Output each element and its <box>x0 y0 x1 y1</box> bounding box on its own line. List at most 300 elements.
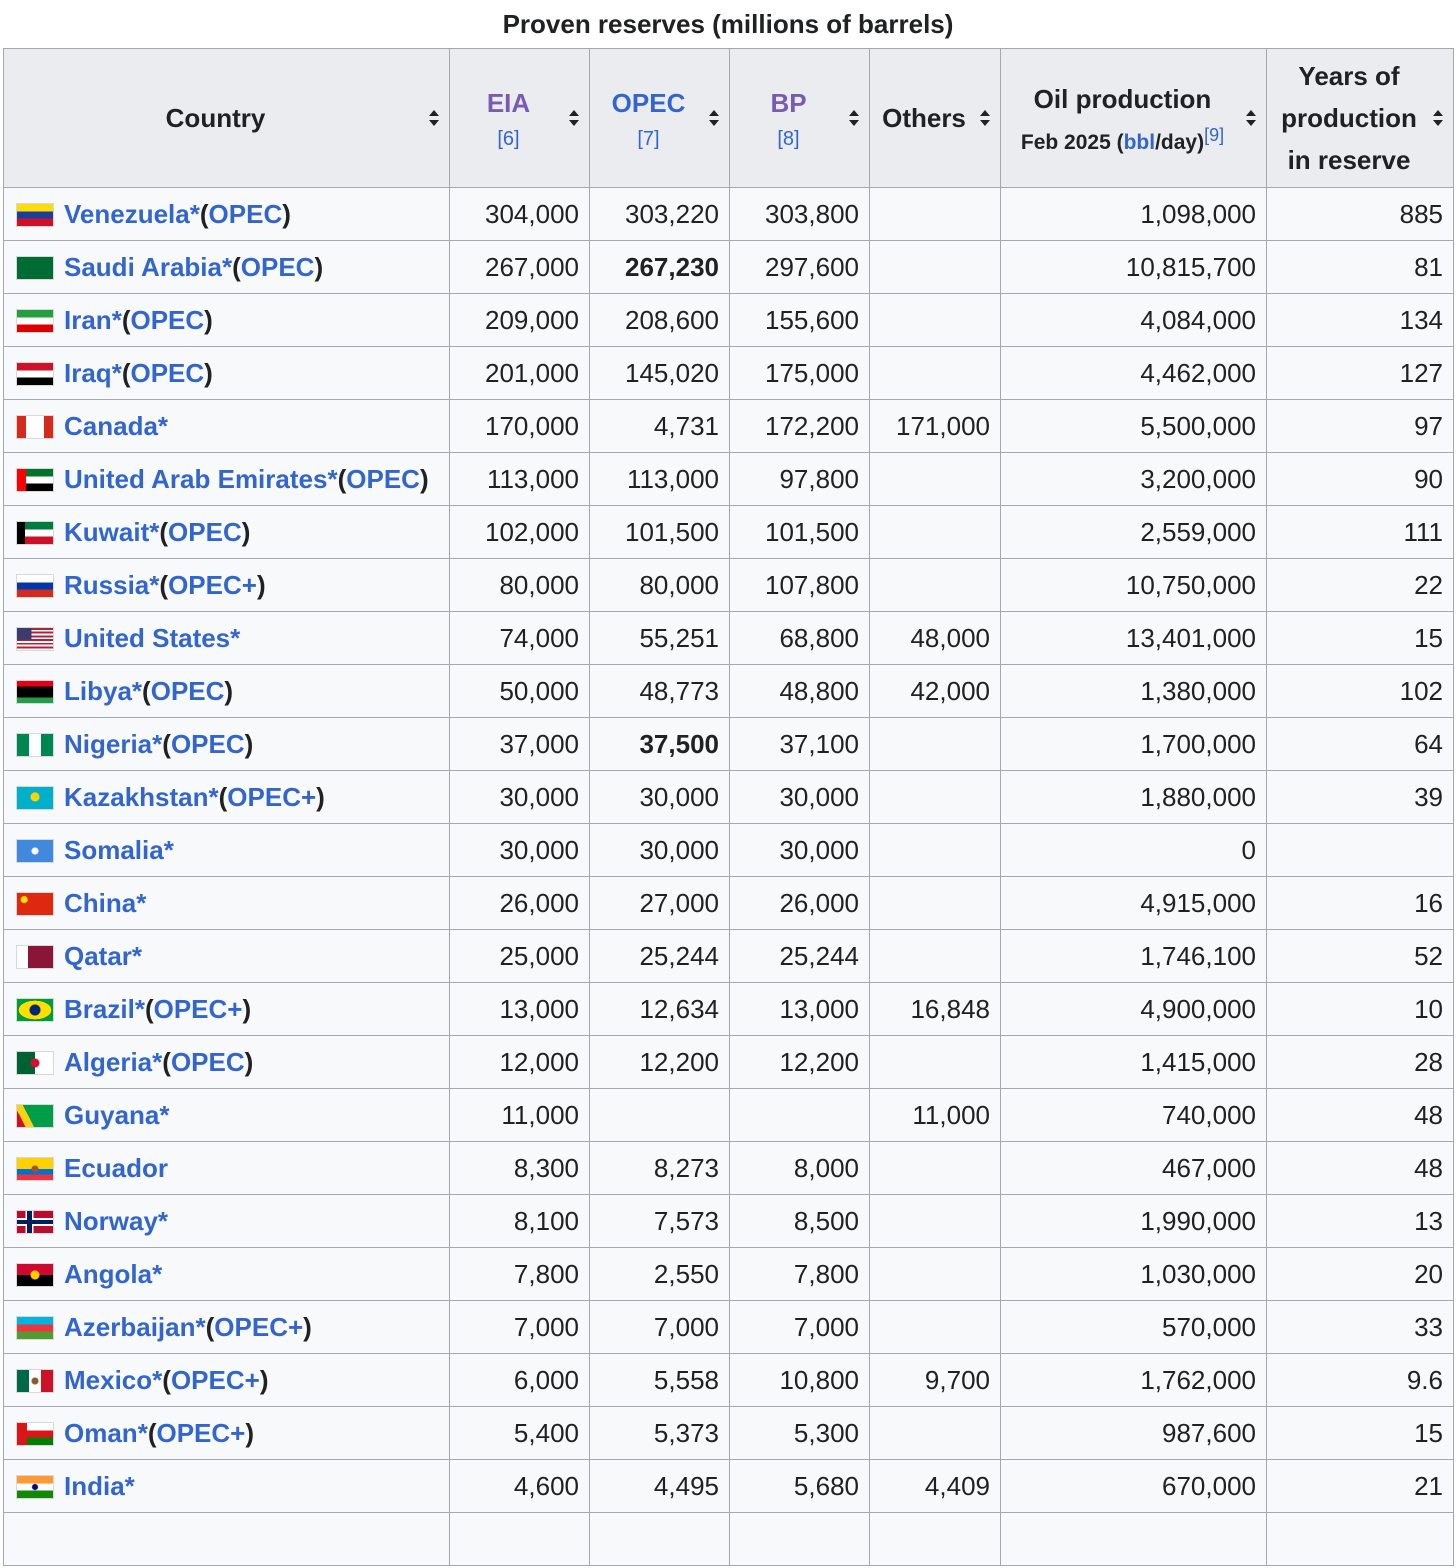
bp-cell: 101,500 <box>730 506 870 559</box>
others-cell <box>870 930 1001 983</box>
opec-tag-link[interactable]: OPEC <box>130 357 205 388</box>
opec-tag-link[interactable]: OPEC <box>150 675 225 706</box>
footnote-star[interactable]: * <box>157 410 169 441</box>
table-row <box>4 294 1454 347</box>
bp-cell: 26,000 <box>730 877 870 930</box>
table-row <box>4 1513 1454 1566</box>
eia-cell: 201,000 <box>450 347 590 400</box>
country-link[interactable]: Somalia <box>64 834 164 865</box>
footnote-star[interactable]: * <box>152 1258 163 1289</box>
table-row <box>4 930 1454 983</box>
prod-cell: 4,900,000 <box>1001 983 1267 1036</box>
country-link[interactable]: Oman <box>64 1417 138 1448</box>
bp-cell: 37,100 <box>730 718 870 771</box>
opec-cell: 303,220 <box>590 188 730 241</box>
others-cell: 16,848 <box>870 983 1001 1036</box>
footnote-star[interactable]: * <box>134 993 145 1024</box>
bp-cell: 8,000 <box>730 1142 870 1195</box>
years-cell: 48 <box>1267 1089 1454 1142</box>
eia-cell: 209,000 <box>450 294 590 347</box>
flag-icon <box>16 1157 54 1181</box>
footnote-star[interactable]: * <box>208 781 219 812</box>
country-link[interactable]: Mexico <box>64 1364 153 1395</box>
paren-open: ( <box>205 1311 215 1342</box>
others-cell <box>870 188 1001 241</box>
country-link[interactable]: China <box>64 887 137 918</box>
opec-cell: 25,244 <box>590 930 730 983</box>
country-link[interactable]: Angola <box>64 1258 153 1289</box>
country-link[interactable]: United Arab Emirates <box>64 463 328 494</box>
bp-cell: 12,200 <box>730 1036 870 1089</box>
opec-cell: 37,500 <box>590 718 730 771</box>
table-row <box>4 1195 1454 1248</box>
paren-open: ( <box>142 675 151 706</box>
country-link[interactable]: Qatar <box>64 940 132 971</box>
footnote-star[interactable]: * <box>163 834 174 865</box>
opec-cell: 7,000 <box>590 1301 730 1354</box>
eia-cell: 170,000 <box>450 400 590 453</box>
table-row <box>4 453 1454 506</box>
paren-open: ( <box>162 728 171 759</box>
eia-cell: 30,000 <box>450 771 590 824</box>
flag-icon <box>16 521 54 545</box>
flag-icon <box>16 998 54 1022</box>
others-cell <box>870 559 1001 612</box>
prod-cell: 1,762,000 <box>1001 1354 1267 1407</box>
paren-close: ) <box>282 198 291 229</box>
country-cell <box>4 1354 450 1407</box>
flag-icon <box>16 1369 54 1393</box>
table-row <box>4 1036 1454 1089</box>
opec-tag-link[interactable]: OPEC+ <box>227 781 317 812</box>
flag-icon <box>16 256 54 280</box>
flag-icon <box>16 203 54 227</box>
country-cell <box>4 877 450 930</box>
flag-icon <box>16 786 54 810</box>
country-cell <box>4 771 450 824</box>
eia-cell: 25,000 <box>450 930 590 983</box>
country-link[interactable]: Iran <box>64 304 112 335</box>
opec-tag-link[interactable]: OPEC+ <box>156 1417 246 1448</box>
bp-cell: 30,000 <box>730 824 870 877</box>
country-link[interactable]: Canada <box>64 410 158 441</box>
eia-cell: 37,000 <box>450 718 590 771</box>
opec-cell: 4,495 <box>590 1460 730 1513</box>
table-row <box>4 559 1454 612</box>
years-cell: 39 <box>1267 771 1454 824</box>
country-cell <box>4 400 450 453</box>
country-link[interactable]: Nigeria <box>64 728 153 759</box>
table-row <box>4 506 1454 559</box>
others-cell <box>870 1142 1001 1195</box>
country-cell <box>4 506 450 559</box>
eia-cell: 113,000 <box>450 453 590 506</box>
country-cell <box>4 294 450 347</box>
paren-open: ( <box>144 993 154 1024</box>
years-cell: 10 <box>1267 983 1454 1036</box>
paren-close: ) <box>256 569 266 600</box>
country-link[interactable]: Russia <box>64 569 150 600</box>
flag-icon <box>16 1051 54 1075</box>
prod-cell: 0 <box>1001 824 1267 877</box>
eia-cell: 8,300 <box>450 1142 590 1195</box>
opec-cell: 12,634 <box>590 983 730 1036</box>
prod-cell: 1,098,000 <box>1001 188 1267 241</box>
flag-icon <box>16 1422 54 1446</box>
header-oil-sub-pre: Feb 2025 ( <box>1020 131 1124 154</box>
bp-cell: 107,800 <box>730 559 870 612</box>
paren-open: ( <box>199 198 209 229</box>
others-cell <box>870 1301 1001 1354</box>
others-cell <box>870 241 1001 294</box>
header-bp[interactable] <box>730 49 870 188</box>
paren-open: ( <box>218 781 228 812</box>
opec-cell: 5,373 <box>590 1407 730 1460</box>
years-cell: 9.6 <box>1267 1354 1454 1407</box>
header-others-label: Others <box>882 103 966 133</box>
country-link[interactable]: United States <box>64 622 231 653</box>
prod-cell: 2,559,000 <box>1001 506 1267 559</box>
country-link[interactable]: Azerbaijan <box>64 1311 196 1342</box>
header-opec[interactable] <box>590 49 730 188</box>
country-cell <box>4 1407 450 1460</box>
country-cell <box>4 1089 450 1142</box>
opec-cell: 30,000 <box>590 771 730 824</box>
table-row <box>4 718 1454 771</box>
country-cell <box>4 1248 450 1301</box>
years-cell: 20 <box>1267 1248 1454 1301</box>
prod-cell: 3,200,000 <box>1001 453 1267 506</box>
eia-cell: 50,000 <box>450 665 590 718</box>
flag-icon <box>16 1475 54 1499</box>
footnote-star[interactable]: * <box>195 1311 206 1342</box>
opec-cell: 145,020 <box>590 347 730 400</box>
table-row <box>4 188 1454 241</box>
footnote-star[interactable]: * <box>159 1099 170 1130</box>
bp-cell: 7,800 <box>730 1248 870 1301</box>
opec-tag-link[interactable]: OPEC+ <box>170 1364 260 1395</box>
opec-tag-link[interactable]: OPEC <box>208 198 283 229</box>
flag-icon <box>16 839 54 863</box>
opec-tag-link[interactable]: OPEC <box>170 728 245 759</box>
prod-cell: 1,746,100 <box>1001 930 1267 983</box>
eia-cell: 80,000 <box>450 559 590 612</box>
prod-cell: 1,380,000 <box>1001 665 1267 718</box>
opec-tag-link[interactable]: OPEC <box>346 463 420 494</box>
country-link[interactable]: Venezuela <box>64 198 190 229</box>
country-link[interactable]: Libya <box>64 675 132 706</box>
bp-cell: 297,600 <box>730 241 870 294</box>
others-cell: 11,000 <box>870 1089 1001 1142</box>
flag-icon <box>16 1104 54 1128</box>
country-cell <box>4 453 450 506</box>
flag-icon <box>16 892 54 916</box>
paren-close: ) <box>316 781 325 812</box>
paren-open: ( <box>232 251 241 282</box>
header-oil-sub <box>1009 120 1236 158</box>
bbl-link[interactable]: bbl <box>1123 131 1156 154</box>
bp-cell: 10,800 <box>730 1354 870 1407</box>
country-link[interactable]: India <box>64 1470 125 1501</box>
opec-cell <box>590 1089 730 1142</box>
footnote-star[interactable]: * <box>111 304 122 335</box>
country-cell <box>4 1036 450 1089</box>
paren-open: ( <box>159 569 169 600</box>
prod-cell: 13,401,000 <box>1001 612 1267 665</box>
table-row <box>4 1089 1454 1142</box>
bp-cell: 48,800 <box>730 665 870 718</box>
flag-icon <box>16 1263 54 1287</box>
header-oil-title: Oil production <box>1033 84 1212 114</box>
opec-cell: 267,230 <box>590 241 730 294</box>
table-row <box>4 241 1454 294</box>
bp-cell: 8,500 <box>730 1195 870 1248</box>
eia-cell: 74,000 <box>450 612 590 665</box>
header-country[interactable] <box>4 49 450 188</box>
bp-cell: 5,300 <box>730 1407 870 1460</box>
country-link[interactable]: Brazil <box>64 993 135 1024</box>
prod-cell: 987,600 <box>1001 1407 1267 1460</box>
footnote-star[interactable]: * <box>327 463 338 494</box>
header-oil-production[interactable] <box>1001 49 1267 188</box>
paren-close: ) <box>204 357 213 388</box>
opec-cell: 4,731 <box>590 400 730 453</box>
eia-cell: 13,000 <box>450 983 590 1036</box>
opec-cell: 30,000 <box>590 824 730 877</box>
paren-close: ) <box>245 1417 255 1448</box>
header-opec-link[interactable]: OPEC <box>611 88 686 118</box>
opec-cell: 80,000 <box>590 559 730 612</box>
country-link[interactable]: Guyana <box>64 1099 160 1130</box>
header-bp-ref[interactable]: [8] <box>777 128 800 150</box>
header-opec-ref[interactable]: [7] <box>637 128 660 150</box>
country-cell <box>4 983 450 1036</box>
years-cell: 134 <box>1267 294 1454 347</box>
sort-icon[interactable] <box>709 110 719 126</box>
flag-icon <box>16 945 54 969</box>
header-country-label: Country <box>165 103 266 133</box>
eia-cell: 11,000 <box>450 1089 590 1142</box>
years-cell: 13 <box>1267 1195 1454 1248</box>
country-link[interactable]: Iraq <box>64 357 112 388</box>
country-link[interactable]: Algeria <box>64 1046 153 1077</box>
flag-icon <box>16 627 54 651</box>
opec-cell: 101,500 <box>590 506 730 559</box>
paren-close: ) <box>314 251 324 282</box>
table-row <box>4 1460 1454 1513</box>
sort-icon[interactable] <box>429 110 439 126</box>
sort-icon[interactable] <box>980 110 990 126</box>
opec-tag-link[interactable]: OPEC <box>168 516 242 547</box>
others-cell <box>870 453 1001 506</box>
others-cell <box>870 1513 1001 1566</box>
paren-open: ( <box>337 463 347 494</box>
footnote-star[interactable]: * <box>157 1205 169 1236</box>
eia-cell: 304,000 <box>450 188 590 241</box>
sort-icon[interactable] <box>1433 110 1443 126</box>
prod-cell: 1,880,000 <box>1001 771 1267 824</box>
country-cell <box>4 612 450 665</box>
country-cell <box>4 824 450 877</box>
header-oil-ref[interactable]: [9] <box>1204 125 1225 145</box>
opec-cell <box>590 1513 730 1566</box>
table-row <box>4 665 1454 718</box>
eia-cell: 12,000 <box>450 1036 590 1089</box>
country-link[interactable]: Ecuador <box>64 1152 169 1183</box>
country-link[interactable]: Saudi Arabia <box>64 251 222 282</box>
prod-cell: 1,990,000 <box>1001 1195 1267 1248</box>
paren-open: ( <box>121 304 131 335</box>
years-cell <box>1267 824 1454 877</box>
years-cell: 111 <box>1267 506 1454 559</box>
footnote-star[interactable]: * <box>131 940 143 971</box>
prod-cell: 5,500,000 <box>1001 400 1267 453</box>
footnote-star[interactable]: * <box>152 1364 163 1395</box>
table-row <box>4 983 1454 1036</box>
paren-open: ( <box>121 357 131 388</box>
table-caption: Proven reserves (millions of barrels) <box>502 9 954 39</box>
country-link[interactable]: Norway <box>64 1205 158 1236</box>
sort-icon[interactable] <box>1246 110 1256 126</box>
footnote-star[interactable]: * <box>136 887 147 918</box>
opec-tag-link[interactable]: OPEC+ <box>214 1311 304 1342</box>
others-cell: 4,409 <box>870 1460 1001 1513</box>
years-cell: 97 <box>1267 400 1454 453</box>
years-cell: 33 <box>1267 1301 1454 1354</box>
opec-cell: 208,600 <box>590 294 730 347</box>
sort-icon[interactable] <box>849 110 859 126</box>
paren-open: ( <box>162 1364 171 1395</box>
paren-open: ( <box>159 516 169 547</box>
country-cell <box>4 1195 450 1248</box>
others-cell <box>870 1036 1001 1089</box>
header-bp-link[interactable]: BP <box>770 88 807 118</box>
paren-open: ( <box>147 1417 157 1448</box>
opec-cell: 27,000 <box>590 877 730 930</box>
country-cell <box>4 1301 450 1354</box>
header-eia-ref[interactable]: [6] <box>497 128 520 150</box>
prod-cell: 10,815,700 <box>1001 241 1267 294</box>
footnote-star[interactable]: * <box>230 622 241 653</box>
flag-icon <box>16 362 54 386</box>
flag-icon <box>16 415 54 439</box>
country-cell <box>4 1460 450 1513</box>
years-cell: 127 <box>1267 347 1454 400</box>
footnote-star[interactable]: * <box>137 1417 148 1448</box>
header-others[interactable] <box>870 49 1001 188</box>
prod-cell: 10,750,000 <box>1001 559 1267 612</box>
sort-icon[interactable] <box>569 110 579 126</box>
opec-cell: 55,251 <box>590 612 730 665</box>
opec-tag-link[interactable]: OPEC+ <box>153 993 243 1024</box>
footnote-star[interactable]: * <box>111 357 122 388</box>
prod-cell: 1,700,000 <box>1001 718 1267 771</box>
country-link[interactable]: Kuwait <box>64 516 150 547</box>
years-cell: 15 <box>1267 612 1454 665</box>
flag-icon <box>16 309 54 333</box>
table-row <box>4 1354 1454 1407</box>
country-link[interactable]: Kazakhstan <box>64 781 209 812</box>
bp-cell: 25,244 <box>730 930 870 983</box>
years-cell: 81 <box>1267 241 1454 294</box>
header-eia[interactable] <box>450 49 590 188</box>
years-cell: 48 <box>1267 1142 1454 1195</box>
others-cell <box>870 771 1001 824</box>
flag-icon <box>16 680 54 704</box>
paren-close: ) <box>303 1311 312 1342</box>
footnote-star[interactable]: * <box>189 198 200 229</box>
paren-close: ) <box>224 675 234 706</box>
opec-tag-link[interactable]: OPEC+ <box>168 569 257 600</box>
oil-reserves-table <box>3 48 1454 1566</box>
prod-cell: 467,000 <box>1001 1142 1267 1195</box>
others-cell: 9,700 <box>870 1354 1001 1407</box>
table-row <box>4 400 1454 453</box>
eia-cell: 267,000 <box>450 241 590 294</box>
paren-close: ) <box>242 993 252 1024</box>
opec-tag-link[interactable]: OPEC <box>130 304 205 335</box>
prod-cell: 740,000 <box>1001 1089 1267 1142</box>
bp-cell: 97,800 <box>730 453 870 506</box>
others-cell <box>870 877 1001 930</box>
footnote-star[interactable]: * <box>131 675 143 706</box>
others-cell <box>870 1248 1001 1301</box>
bp-cell: 5,680 <box>730 1460 870 1513</box>
paren-close: ) <box>259 1364 269 1395</box>
bp-cell: 172,200 <box>730 400 870 453</box>
others-cell: 48,000 <box>870 612 1001 665</box>
flag-icon <box>16 468 54 492</box>
others-cell <box>870 506 1001 559</box>
years-cell: 28 <box>1267 1036 1454 1089</box>
opec-cell: 8,273 <box>590 1142 730 1195</box>
others-cell: 171,000 <box>870 400 1001 453</box>
paren-close: ) <box>244 1046 254 1077</box>
eia-cell: 5,400 <box>450 1407 590 1460</box>
others-cell <box>870 718 1001 771</box>
years-cell: 16 <box>1267 877 1454 930</box>
paren-close: ) <box>204 304 213 335</box>
header-row <box>4 49 1454 188</box>
footnote-star[interactable]: * <box>124 1470 135 1501</box>
footnote-star[interactable]: * <box>152 728 163 759</box>
opec-tag-link[interactable]: OPEC <box>240 251 315 282</box>
eia-cell: 102,000 <box>450 506 590 559</box>
others-cell <box>870 1407 1001 1460</box>
opec-tag-link[interactable]: OPEC <box>170 1046 245 1077</box>
footnote-star[interactable]: * <box>149 516 160 547</box>
prod-cell: 4,462,000 <box>1001 347 1267 400</box>
years-cell: 22 <box>1267 559 1454 612</box>
footnote-star[interactable]: * <box>152 1046 163 1077</box>
header-years[interactable] <box>1267 49 1454 188</box>
eia-cell: 26,000 <box>450 877 590 930</box>
eia-cell: 6,000 <box>450 1354 590 1407</box>
header-oil-sub-post: /day) <box>1155 131 1205 154</box>
footnote-star[interactable]: * <box>221 251 233 282</box>
paren-open: ( <box>162 1046 171 1077</box>
flag-icon <box>16 574 54 598</box>
years-cell: 885 <box>1267 188 1454 241</box>
footnote-star[interactable]: * <box>149 569 160 600</box>
eia-cell: 8,100 <box>450 1195 590 1248</box>
flag-icon <box>16 733 54 757</box>
years-cell: 15 <box>1267 1407 1454 1460</box>
opec-cell: 12,200 <box>590 1036 730 1089</box>
header-eia-link[interactable]: EIA <box>486 88 531 118</box>
opec-cell: 113,000 <box>590 453 730 506</box>
others-cell <box>870 824 1001 877</box>
